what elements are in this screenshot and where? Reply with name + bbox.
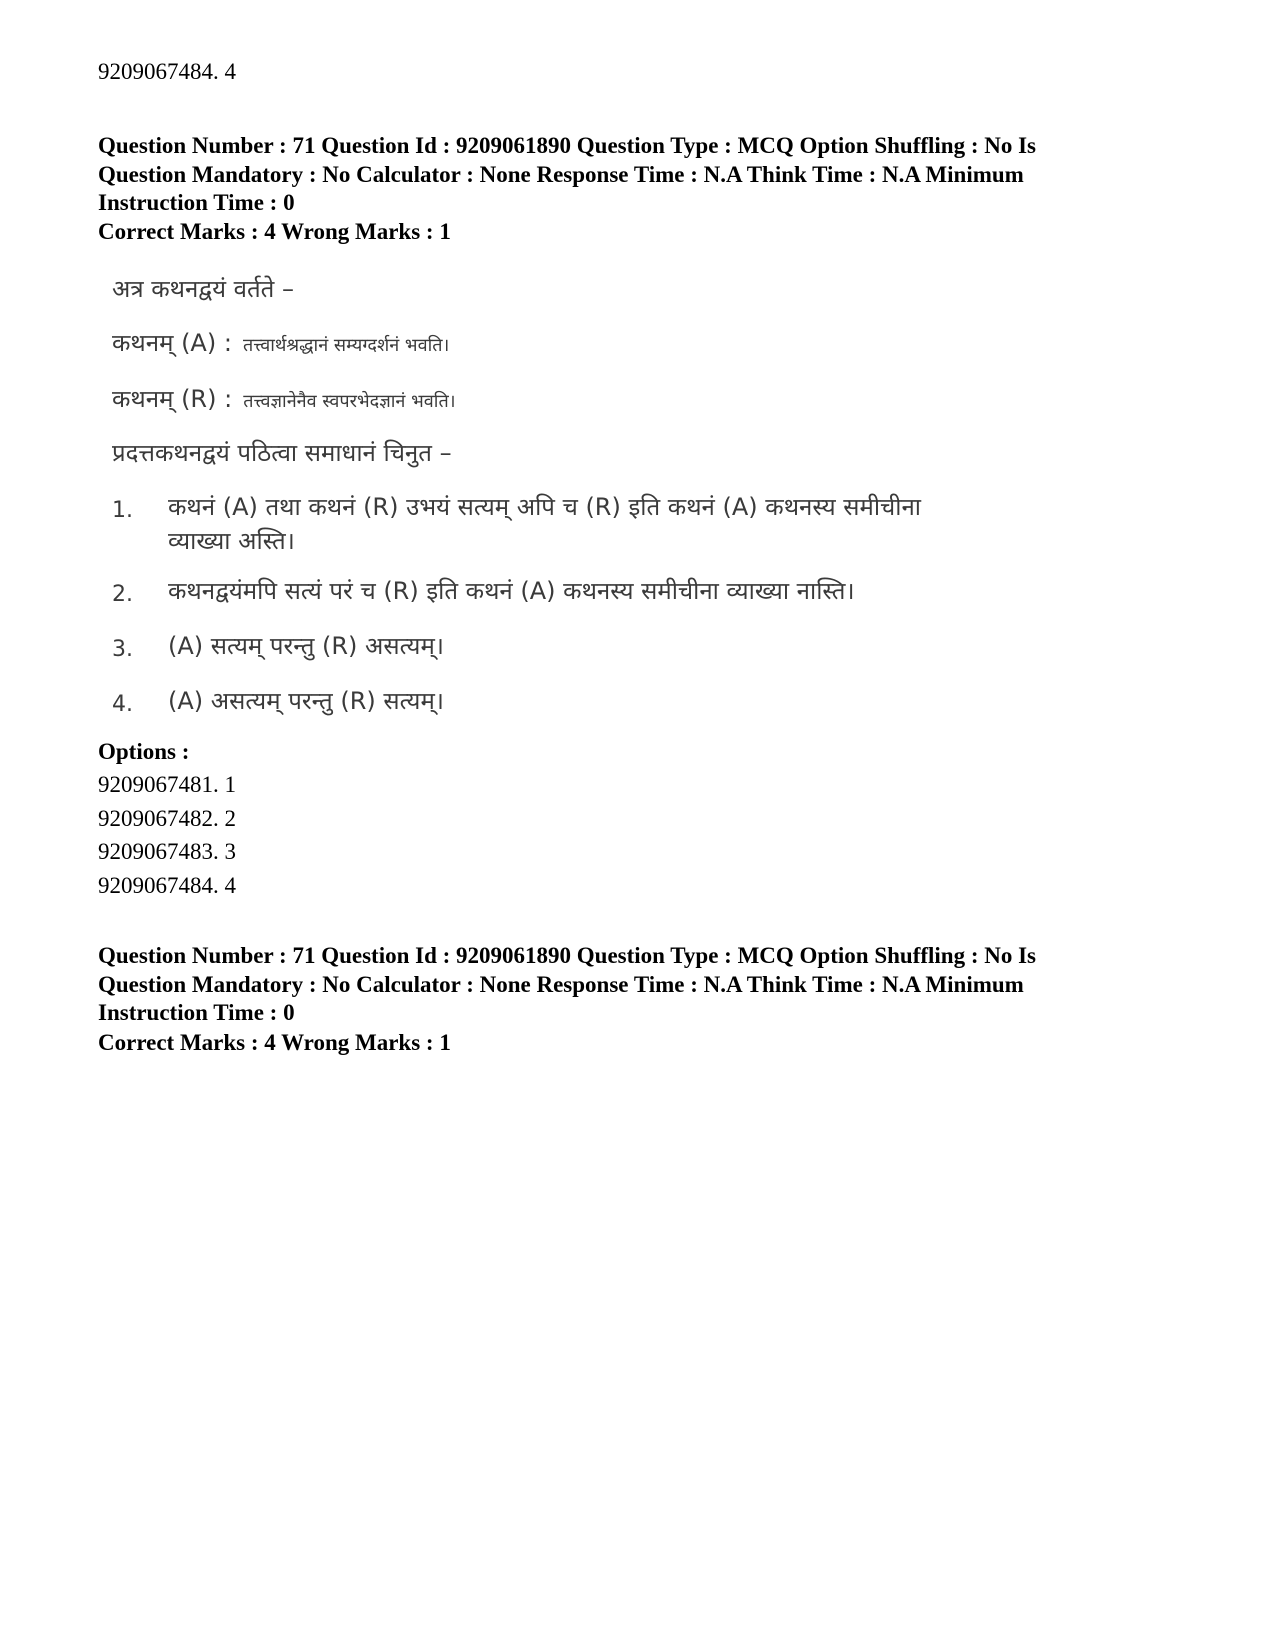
question-image — [112, 272, 972, 752]
statement-a-text: तत्त्वार्थश्रद्धानं सम्यग्दर्शनं भवति। — [243, 335, 450, 356]
question-intro: अत्र कथनद्वयं वर्तते – — [112, 275, 294, 303]
question-meta-line-2: Question Mandatory : No Calculator : None Response Time : N.A Think Time : N.A Minimum — [98, 971, 1024, 997]
choice-number: 4. — [112, 692, 133, 717]
choice-number: 3. — [112, 637, 133, 662]
options-heading: Options : — [98, 739, 190, 764]
question-meta-block — [98, 942, 1178, 1028]
choice-number: 1. — [112, 498, 133, 523]
question-meta-line-3: Instruction Time : 0 — [98, 1000, 295, 1025]
statement-a-label: कथनम् (A) : — [112, 329, 232, 357]
option-item: 9209067481. 1 — [98, 772, 236, 797]
statement-r — [112, 382, 456, 415]
question-marks: Correct Marks : 4 Wrong Marks : 1 — [98, 219, 451, 244]
previous-option-line: 9209067484. 4 — [98, 59, 236, 84]
question-meta-block — [98, 132, 1178, 218]
question-meta-line-3: Instruction Time : 0 — [98, 190, 295, 215]
question-instruction: प्रदत्तकथनद्वयं पठित्वा समाधानं चिनुत – — [112, 439, 452, 467]
question-meta-line-2: Question Mandatory : No Calculator : None Response Time : N.A Think Time : N.A Minimum — [98, 161, 1024, 187]
option-item: 9209067482. 2 — [98, 805, 236, 831]
question-marks: Correct Marks : 4 Wrong Marks : 1 — [98, 1030, 451, 1055]
option-item: 9209067483. 3 — [98, 839, 236, 864]
choice-number: 2. — [112, 582, 133, 607]
question-meta-line-1: Question Number : 71 Question Id : 9209061890 Question Type : MCQ Option Shuffling : No Is — [98, 133, 1037, 158]
statement-r-label: कथनम् (R) : — [112, 385, 233, 413]
statement-r-text: तत्त्वज्ञानेनैव स्वपरभेदज्ञानं भवति। — [243, 391, 456, 412]
choice-text: कथनद्वयंमपि सत्यं परं च (R) इति कथनं (A) कथनस्य समीचीना व्याख्या नास्ति। — [168, 577, 855, 605]
choice-text: कथनं (A) तथा कथनं (R) उभयं सत्यम् अपि च (R) इति कथनं (A) कथनस्य समीचीना व्याख्या अस्ति। — [168, 493, 922, 555]
statement-a — [112, 326, 449, 359]
options-list — [98, 768, 236, 902]
choice-text: (A) असत्यम् परन्तु (R) सत्यम्। — [168, 687, 444, 715]
question-meta-line-1: Question Number : 71 Question Id : 9209061890 Question Type : MCQ Option Shuffling : No Is — [98, 943, 1037, 968]
choice-text: (A) सत्यम् परन्तु (R) असत्यम्। — [168, 632, 444, 660]
option-item: 9209067484. 4 — [98, 872, 236, 898]
